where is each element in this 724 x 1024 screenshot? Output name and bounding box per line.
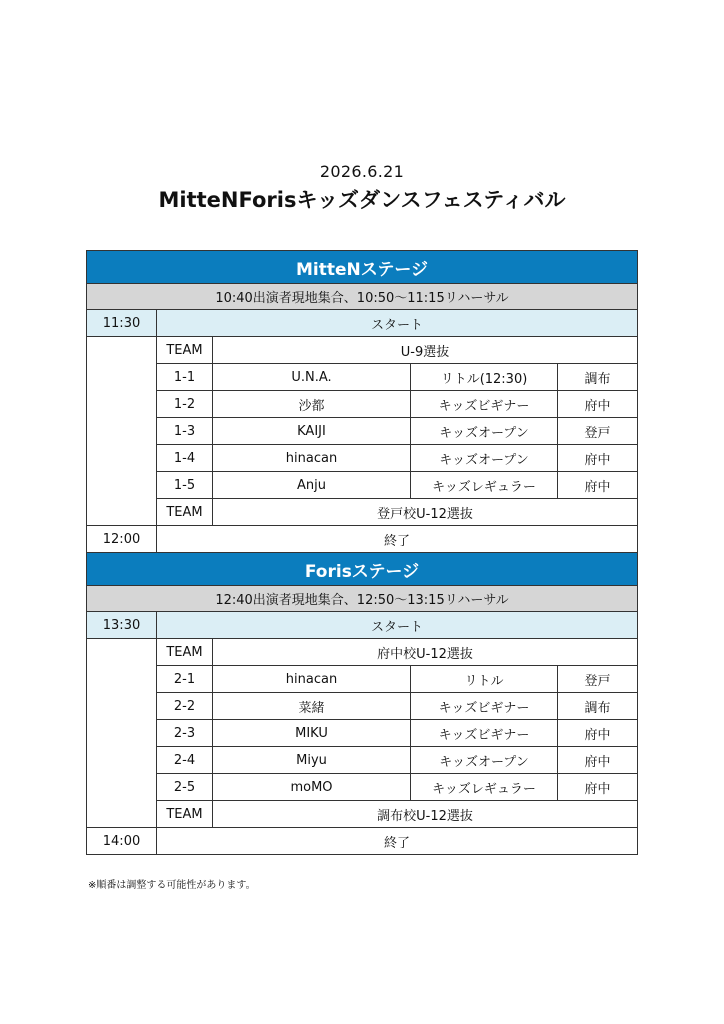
table-row [87,472,638,499]
team-label: TEAM [157,499,213,526]
stage-name: MitteNステージ [87,251,638,284]
meeting-row [87,284,638,310]
table-row [87,693,638,720]
table-row [87,364,638,391]
meeting-info: 10:40出演者現地集合、10:50〜11:15リハーサル [87,284,638,310]
end-label: 終了 [157,526,638,553]
entry-number: 2-3 [157,720,213,747]
end-row [87,526,638,553]
entry-school: 登戸 [558,418,638,445]
end-label: 終了 [157,828,638,855]
entry-name: 菜緒 [213,693,411,720]
entry-class: キッズオープン [411,445,558,472]
team-row [87,801,638,828]
entry-name: KAIJI [213,418,411,445]
entry-school: 府中 [558,472,638,499]
end-row [87,828,638,855]
entry-class: キッズビギナー [411,720,558,747]
stage-name: Forisステージ [87,553,638,586]
team-row [87,499,638,526]
entry-number: 2-2 [157,693,213,720]
start-row [87,612,638,639]
event-date: 2026.6.21 [319,162,405,181]
table-row [87,418,638,445]
table-row [87,666,638,693]
meeting-info: 12:40出演者現地集合、12:50〜13:15リハーサル [87,586,638,612]
entry-school: 府中 [558,774,638,801]
entry-class: リトル [411,666,558,693]
team-label: TEAM [157,801,213,828]
start-time: 11:30 [87,310,157,337]
table-row [87,391,638,418]
entry-school: 調布 [558,693,638,720]
meeting-row [87,586,638,612]
start-row [87,310,638,337]
footnote: ※順番は調整する可能性があります。 [88,880,256,891]
table-row [87,774,638,801]
entry-name: moMO [213,774,411,801]
team-name: U-9選抜 [213,337,638,364]
entry-class: リトル(12:30) [411,364,558,391]
entry-number: 1-3 [157,418,213,445]
entry-school: 登戸 [558,666,638,693]
entry-class: キッズレギュラー [411,774,558,801]
entry-name: hinacan [213,666,411,693]
entry-number: 1-2 [157,391,213,418]
stage-header-row [87,251,638,284]
entry-name: U.N.A. [213,364,411,391]
entry-name: hinacan [213,445,411,472]
team-label: TEAM [157,639,213,666]
event-title: MitteNForisキッズダンスフェスティバル [158,188,566,212]
stage-header-row [87,553,638,586]
end-time: 14:00 [87,828,157,855]
end-time: 12:00 [87,526,157,553]
entry-class: キッズオープン [411,418,558,445]
table-row [87,720,638,747]
team-row [87,639,638,666]
table-row [87,445,638,472]
entry-class: キッズビギナー [411,391,558,418]
team-name: 登戸校U-12選抜 [213,499,638,526]
start-label: スタート [157,310,638,337]
entry-school: 調布 [558,364,638,391]
team-row [87,337,638,364]
entry-class: キッズオープン [411,747,558,774]
entry-name: 沙都 [213,391,411,418]
entry-school: 府中 [558,747,638,774]
time-column-spacer [87,337,157,526]
schedule-table [86,250,638,855]
entry-school: 府中 [558,391,638,418]
start-time: 13:30 [87,612,157,639]
team-name: 調布校U-12選抜 [213,801,638,828]
team-label: TEAM [157,337,213,364]
entry-number: 2-1 [157,666,213,693]
team-name: 府中校U-12選抜 [213,639,638,666]
entry-number: 1-1 [157,364,213,391]
entry-name: Anju [213,472,411,499]
start-label: スタート [157,612,638,639]
entry-school: 府中 [558,720,638,747]
entry-number: 2-5 [157,774,213,801]
entry-class: キッズレギュラー [411,472,558,499]
entry-number: 2-4 [157,747,213,774]
entry-name: Miyu [213,747,411,774]
entry-name: MIKU [213,720,411,747]
entry-number: 1-4 [157,445,213,472]
entry-number: 1-5 [157,472,213,499]
entry-school: 府中 [558,445,638,472]
entry-class: キッズビギナー [411,693,558,720]
table-row [87,747,638,774]
time-column-spacer [87,639,157,828]
